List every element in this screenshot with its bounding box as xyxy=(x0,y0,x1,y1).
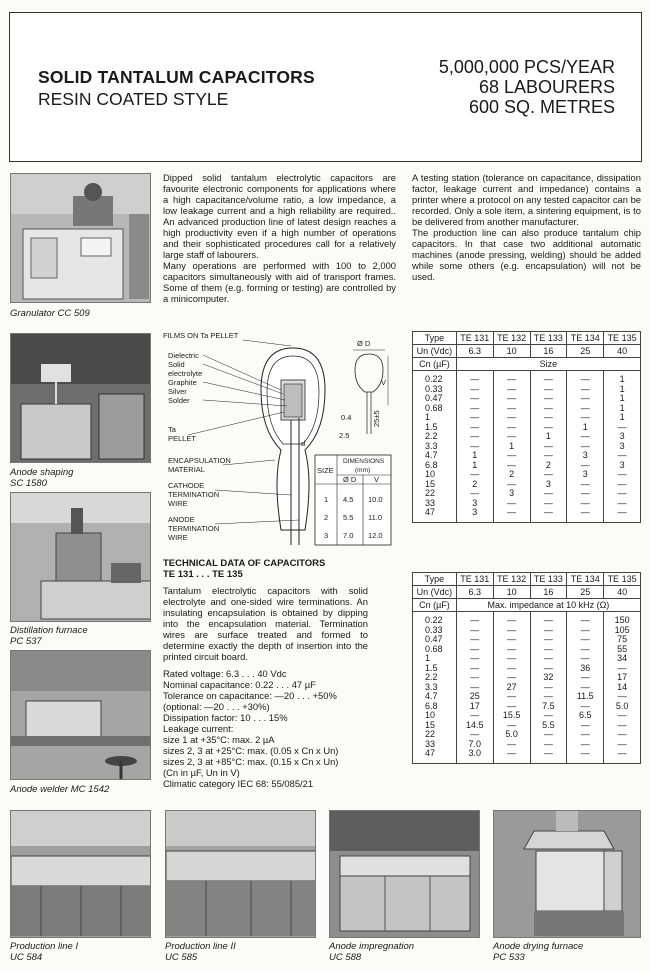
photo-distillation-furnace xyxy=(10,492,151,622)
svg-text:V: V xyxy=(374,475,380,484)
table-cell: 1 xyxy=(619,374,625,384)
table-cell: — xyxy=(617,719,627,730)
table-row xyxy=(413,371,641,523)
value-column xyxy=(456,371,493,523)
table-cell: — xyxy=(580,402,590,413)
size-table xyxy=(315,455,391,545)
svg-text:WIRE: WIRE xyxy=(168,533,188,542)
table-cell: — xyxy=(507,643,517,654)
table-cell: — xyxy=(507,459,517,470)
svg-text:12.0: 12.0 xyxy=(368,531,383,540)
table-cell: 1 xyxy=(425,653,431,663)
table-cell: 1 xyxy=(619,393,625,403)
table-cell: 0.68 xyxy=(425,643,443,654)
table-cell: 22 xyxy=(425,488,436,498)
header-box xyxy=(9,12,642,162)
table-cell: — xyxy=(543,691,553,701)
table-cell: 0.22 xyxy=(425,615,443,625)
table-cell: — xyxy=(543,374,553,384)
svg-text:1: 1 xyxy=(324,495,329,504)
svg-text:MATERIAL: MATERIAL xyxy=(168,465,205,474)
table-cell: — xyxy=(543,710,553,720)
t1-head-un: Un (Vdc) xyxy=(413,345,457,358)
technical-paragraph: Tantalum electrolytic capacitors with solid electrolyte and one-sided wire terminations. An insulating encapsulation is obtained by dipping into the encapsulation material. Termination wires are surface treated and formed to determine exactly the depth of insertion into the printed circuit board. xyxy=(163,585,368,662)
table-cell: 34 xyxy=(617,653,628,663)
svg-text:electrolyte: electrolyte xyxy=(168,369,203,378)
table-cell: — xyxy=(507,653,517,663)
table-cell: 15 xyxy=(425,719,436,730)
table-cell: — xyxy=(507,412,517,422)
table-cell: 4.7 xyxy=(425,691,438,701)
svg-text:11.0: 11.0 xyxy=(368,513,383,522)
table-cell: — xyxy=(470,431,480,441)
svg-text:(mm): (mm) xyxy=(355,467,371,474)
table-cell: — xyxy=(470,402,480,413)
table-cell: — xyxy=(580,653,590,663)
table-cell: — xyxy=(507,507,517,517)
table-cell: — xyxy=(580,700,590,711)
t1-head-type: Type xyxy=(413,332,457,345)
table-cell: — xyxy=(617,691,627,701)
technical-specs: Rated voltage: 6.3 . . . 40 Vdc Nominal capacitance: 0.22 . . . 47 µF Tolerance on capacitance: —20 . . . +50% (optional: —20 . . . +30%) Dissipation factor: 10 . . . 15% Leakage current: size 1 at +35°C: max. 2 µA sizes 2, 3 at +25°C: max. (0.05 x Cn x Un) sizes 2, 3 at +85°C: max. (0.15 x Cn x Un) (Cn in µF, Un in V) Climatic category IEC 68: 55/085/21 xyxy=(163,668,339,789)
value-column xyxy=(604,371,641,523)
table-cell: — xyxy=(580,431,590,441)
svg-text:CATHODE: CATHODE xyxy=(168,481,205,490)
production-line-2-illustration xyxy=(166,811,316,938)
table-cell: — xyxy=(470,681,480,692)
table-cell: — xyxy=(580,488,590,498)
table-cell: 3 xyxy=(619,459,625,470)
table-cell: — xyxy=(543,681,553,692)
caption-anode-shaping: Anode shaping SC 1580 xyxy=(10,467,74,489)
distillation-furnace-illustration xyxy=(11,493,151,622)
table-cell: 1 xyxy=(472,450,478,460)
table-cell: — xyxy=(543,643,553,654)
t2-head-impedance: Max. impedance at 10 kHz (Ω) xyxy=(456,599,640,612)
svg-text:4.5: 4.5 xyxy=(343,495,354,504)
table-cell: — xyxy=(580,412,590,422)
table-cell: — xyxy=(580,615,590,625)
table-cell: — xyxy=(470,469,480,479)
t1-head-cn: Cn (µF) xyxy=(413,358,457,371)
table-cell: 11.5 xyxy=(576,691,594,701)
svg-text:5.5: 5.5 xyxy=(343,513,354,522)
dim-04-label: 0.4 xyxy=(341,413,352,422)
table-cell: — xyxy=(617,738,627,749)
svg-text:10.0: 10.0 xyxy=(368,495,383,504)
table-cell: — xyxy=(543,402,553,413)
table-cell: 3 xyxy=(582,469,588,479)
table-cell: — xyxy=(580,681,590,692)
table-cell: — xyxy=(470,374,480,384)
table-cell: — xyxy=(507,662,517,673)
table-cell: — xyxy=(580,478,590,489)
svg-text:2: 2 xyxy=(324,513,329,522)
table-cell: 27 xyxy=(506,681,517,692)
table-cell: 1 xyxy=(582,421,588,432)
table-cell: — xyxy=(617,497,627,508)
dim-d-label: Ø D xyxy=(357,339,371,348)
svg-text:ENCAPSULATION: ENCAPSULATION xyxy=(168,456,231,465)
table-cell: — xyxy=(543,497,553,508)
value-column xyxy=(567,371,604,523)
caption-production-line-2: Production line II UC 585 xyxy=(165,941,236,963)
cn-column xyxy=(413,612,457,764)
table-cell: — xyxy=(507,431,517,441)
table-cell: 2.2 xyxy=(425,672,438,682)
table-cell: 3 xyxy=(472,497,478,508)
table-cell: 15 xyxy=(425,478,436,489)
table-cell: — xyxy=(580,507,590,517)
table-cell: 0.47 xyxy=(425,393,443,403)
svg-text:d: d xyxy=(301,439,306,448)
table-cell: 1 xyxy=(545,431,551,441)
dim-lead-label: 25±5 xyxy=(372,410,381,427)
table-cell: — xyxy=(617,478,627,489)
table-cell: — xyxy=(470,440,480,451)
table-cell: — xyxy=(470,393,480,403)
table-cell: 7.5 xyxy=(542,700,555,711)
stat-labourers: 68 LABOURERS xyxy=(478,77,615,97)
table-cell: — xyxy=(470,624,480,635)
table-cell: 4.7 xyxy=(425,450,438,460)
table-cell: 10 xyxy=(425,469,436,479)
table-cell: — xyxy=(543,748,553,758)
svg-text:7.0: 7.0 xyxy=(343,531,354,540)
table-cell: 0.33 xyxy=(425,624,443,635)
value-column xyxy=(530,612,567,764)
svg-text:TERMINATION: TERMINATION xyxy=(168,490,220,499)
table-cell: — xyxy=(543,393,553,403)
stat-pcs: 5,000,000 PCS/YEAR xyxy=(438,57,615,77)
table-cell: — xyxy=(543,624,553,635)
table-cell: 32 xyxy=(543,672,554,682)
table-cell: 1 xyxy=(472,459,478,470)
table-cell: — xyxy=(580,393,590,403)
production-stats xyxy=(439,57,615,117)
table-cell: — xyxy=(507,691,517,701)
svg-text:Dielectric: Dielectric xyxy=(168,351,199,360)
svg-text:TERMINATION: TERMINATION xyxy=(168,524,220,533)
table-cell: — xyxy=(470,729,480,739)
table-cell: — xyxy=(543,662,553,673)
table-cell: 2 xyxy=(472,478,478,489)
table-cell: 6.8 xyxy=(425,459,438,470)
caption-production-line-1: Production line I UC 584 xyxy=(10,941,79,963)
table-cell: 105 xyxy=(614,624,630,635)
table-cell: 3 xyxy=(582,450,588,460)
table-cell: 3.0 xyxy=(468,748,482,758)
photo-production-line-2 xyxy=(165,810,316,938)
table-cell: 3 xyxy=(545,478,551,489)
table-cell: 6.8 xyxy=(425,700,438,711)
table-cell: — xyxy=(507,450,517,460)
table-cell: 1 xyxy=(425,412,431,422)
table-cell: — xyxy=(543,440,553,451)
table-cell: — xyxy=(543,383,553,394)
table-cell: — xyxy=(507,634,517,644)
table-cell: — xyxy=(470,383,480,394)
svg-text:Solid: Solid xyxy=(168,360,185,369)
table-cell: 25 xyxy=(469,691,480,701)
dim-25-label: 2.5 xyxy=(339,431,350,440)
table-cell: 15.5 xyxy=(502,710,521,720)
anode-impregnation-illustration xyxy=(330,811,480,938)
impedance-table: Type TE 131 TE 132 TE 133 TE 134 TE 135 Un (Vdc) 6.3 10 16 25 40 Cn (µF) Max. impedance at 10 kHz (Ω) 0.22 0.33 0.47 0.68 1 1.5 2.2 3.3 4.7 6.8 10 15 22 33 47 — — — — — — — — 25 17 — 14.5 — 7.0 3.0 — — — — — — — 27 — — 15.5 — 5.0 — — — — — — — — 32 — — 7.5 — 5.5 — — — — — — — — 36 — — 11.5 — 6.5 — — — — 150 105 75 55 34 — 17 14 — 5.0 — — — — — xyxy=(412,572,641,764)
table-cell: 2 xyxy=(545,459,551,470)
anode-shaping-illustration xyxy=(11,334,151,463)
table-cell: — xyxy=(470,643,480,654)
table-cell: — xyxy=(543,653,553,663)
svg-text:PELLET: PELLET xyxy=(168,434,196,443)
table-cell: 5.0 xyxy=(505,729,518,739)
table-cell: — xyxy=(580,748,590,758)
svg-text:Ø D: Ø D xyxy=(343,475,357,484)
value-column xyxy=(530,371,567,523)
table-cell: — xyxy=(507,402,517,413)
table-cell: — xyxy=(507,383,517,394)
table-cell: 10 xyxy=(425,710,436,720)
table-cell: — xyxy=(543,507,553,517)
photo-anode-shaping xyxy=(10,333,151,463)
table-cell: — xyxy=(543,412,553,422)
t2-head-cn: Cn (µF) xyxy=(413,599,457,612)
table-cell: — xyxy=(470,672,480,682)
table-cell: — xyxy=(507,624,517,635)
table-cell: — xyxy=(580,497,590,508)
svg-text:Ta: Ta xyxy=(168,425,176,434)
table-cell: — xyxy=(580,719,590,730)
cn-column xyxy=(413,371,457,523)
table-cell: 3.3 xyxy=(425,681,438,692)
svg-text:3: 3 xyxy=(324,531,329,540)
table-cell: 0.47 xyxy=(425,634,443,644)
table-cell: 3.3 xyxy=(425,440,438,451)
photo-anode-welder xyxy=(10,650,151,780)
table-cell: — xyxy=(507,700,517,711)
t1-head-size: Size xyxy=(456,358,640,371)
svg-text:Silver: Silver xyxy=(168,387,187,396)
intro-right-text: A testing station (tolerance on capacitance, dissipation factor, leakage current and impedance) contains a printer where a protocol on any tested capacitor can be recorded. Only a sole item, a sintering equipment, is to be delivered from another manufacturer. The production line can also produce tantalum chip capacitors. In that case two additional automatic machines (anode pressing, welding) should be added while some others (e.g. encapsulation) will not be used. xyxy=(412,172,641,282)
table-cell: 3 xyxy=(472,507,478,517)
table-cell: 17 xyxy=(617,672,628,682)
table-cell: 0.33 xyxy=(425,383,443,394)
table-cell: 5.0 xyxy=(615,700,629,711)
table-cell: 3 xyxy=(619,431,625,441)
production-line-1-illustration xyxy=(11,811,151,938)
table-cell: 2.2 xyxy=(425,431,438,441)
table-cell: 7.0 xyxy=(468,738,482,749)
table-cell: — xyxy=(507,748,517,758)
table-cell: — xyxy=(543,488,553,498)
size-table-by-capacitance: Type TE 131 TE 132 TE 133 TE 134 TE 135 Un (Vdc) 6.3 10 16 25 40 Cn (µF) Size 0.22 0.33 0.47 0.68 1 1.5 2.2 3.3 4.7 6.8 10 15 22 33 47 — — — — — — — — 1 1 — 2 — 3 3 — — — — — — — 1 — — 2 — 3 — — — — — — — — 1 — — 2 — 3 — — — — — — — — 1 — — 3 — 3 — — — — 1 1 1 1 1 — 3 3 — 3 — — — — — xyxy=(412,331,641,523)
table-cell: 17 xyxy=(469,700,480,711)
svg-text:DIMENSIONS: DIMENSIONS xyxy=(343,458,385,465)
caption-distillation-furnace: Distillation furnace PC 537 xyxy=(10,625,88,647)
table-row xyxy=(413,612,641,764)
table-cell: — xyxy=(470,421,480,432)
table-cell: — xyxy=(617,710,627,720)
anode-welder-illustration xyxy=(11,651,151,780)
films-label: FILMS ON Ta PELLET xyxy=(163,331,239,340)
table-cell: — xyxy=(507,393,517,403)
granulator-illustration xyxy=(11,174,151,303)
table-cell: — xyxy=(507,615,517,625)
caption-anode-drying-furnace: Anode drying furnace PC 533 xyxy=(493,941,584,963)
t2-head-un: Un (Vdc) xyxy=(413,586,457,599)
table-cell: — xyxy=(470,710,480,720)
table-cell: 150 xyxy=(614,615,630,625)
svg-text:Graphite: Graphite xyxy=(168,378,197,387)
table-cell: 1 xyxy=(619,383,625,394)
table-cell: 75 xyxy=(617,634,628,644)
table-cell: — xyxy=(543,634,553,644)
table-cell: — xyxy=(617,507,627,517)
table-cell: 14 xyxy=(617,681,628,692)
table-cell: 36 xyxy=(580,662,591,673)
table-cell: 1 xyxy=(509,440,515,451)
table-cell: — xyxy=(543,729,553,739)
table-cell: — xyxy=(580,738,590,749)
table-cell: — xyxy=(543,469,553,479)
photo-production-line-1 xyxy=(10,810,151,938)
table-cell: — xyxy=(580,624,590,635)
table-cell: 1 xyxy=(619,402,625,413)
table-cell: 33 xyxy=(425,497,436,508)
table-cell: — xyxy=(543,450,553,460)
table-cell: — xyxy=(543,738,553,749)
table-cell: 3 xyxy=(509,488,515,498)
table-cell: — xyxy=(470,634,480,644)
caption-anode-impregnation: Anode impregnation UC 588 xyxy=(329,941,415,963)
table-cell: 2 xyxy=(509,469,515,479)
table-cell: — xyxy=(543,421,553,432)
table-cell: 14.5 xyxy=(465,719,484,730)
svg-text:Solder: Solder xyxy=(168,396,190,405)
svg-text:ANODE: ANODE xyxy=(168,515,195,524)
table-cell: — xyxy=(507,478,517,489)
table-cell: 3 xyxy=(619,440,625,451)
page-subtitle: RESIN COATED STYLE xyxy=(38,89,229,109)
table-cell: — xyxy=(507,374,517,384)
table-cell: — xyxy=(507,497,517,508)
table-cell: — xyxy=(470,653,480,663)
table-cell: — xyxy=(470,662,480,673)
page-title: SOLID TANTALUM CAPACITORS xyxy=(38,67,315,87)
table-cell: — xyxy=(617,488,627,498)
table-cell: — xyxy=(617,421,627,432)
photo-granulator xyxy=(10,173,151,303)
technical-title: TECHNICAL DATA OF CAPACITORS TE 131 . . . TE 135 xyxy=(163,558,326,580)
table-cell: — xyxy=(580,459,590,470)
stat-area: 600 SQ. METRES xyxy=(468,97,615,117)
capacitor-diagram xyxy=(163,330,393,550)
table-cell: — xyxy=(507,421,517,432)
anode-drying-furnace-illustration xyxy=(494,811,641,938)
dim-v-label: V xyxy=(381,378,387,387)
table-cell: — xyxy=(507,738,517,749)
table-cell: — xyxy=(617,748,627,758)
table-cell: — xyxy=(580,634,590,644)
table-cell: 47 xyxy=(425,507,436,517)
table-cell: — xyxy=(617,469,627,479)
table-cell: — xyxy=(580,374,590,384)
table-cell: — xyxy=(507,719,517,730)
table-cell: — xyxy=(580,729,590,739)
table-cell: 1.5 xyxy=(425,421,438,432)
table-cell: — xyxy=(580,440,590,451)
table-cell: 0.22 xyxy=(425,374,443,384)
table-cell: — xyxy=(470,412,480,422)
table-cell: 55 xyxy=(617,643,628,654)
value-column xyxy=(493,612,530,764)
table-cell: — xyxy=(580,643,590,654)
svg-text:WIRE: WIRE xyxy=(168,499,188,508)
value-column xyxy=(456,612,493,764)
table-cell: 1.5 xyxy=(425,662,438,673)
t2-head-type: Type xyxy=(413,573,457,586)
svg-text:SIZE: SIZE xyxy=(317,466,334,475)
value-column xyxy=(493,371,530,523)
table-cell: — xyxy=(470,615,480,625)
table-cell: 6.5 xyxy=(578,710,592,720)
table-cell: 22 xyxy=(425,729,436,739)
photo-anode-drying-furnace xyxy=(493,810,641,938)
table-cell: — xyxy=(617,450,627,460)
table-cell: — xyxy=(617,729,627,739)
value-column xyxy=(604,612,641,764)
table-cell: 0.68 xyxy=(425,402,443,413)
table-cell: 47 xyxy=(425,748,436,758)
caption-granulator: Granulator CC 509 xyxy=(10,308,90,319)
table-cell: — xyxy=(470,488,480,498)
table-cell: — xyxy=(543,615,553,625)
photo-anode-impregnation xyxy=(329,810,480,938)
caption-anode-welder: Anode welder MC 1542 xyxy=(10,784,110,795)
table-cell: — xyxy=(580,383,590,394)
table-cell: 33 xyxy=(425,738,436,749)
intro-left-text: Dipped solid tantalum electrolytic capacitors are favourite electronic components for applications where a high capacitance/volume ratio, a low impedance, a low leakage current and a high reliability are required.. An advanced production line of latest design reaches a high productivity even if a high number of operations and their sophisticated procedures call for a relatively large staff of labourers. Many operations are performed with 100 to 2,000 capacitors simultaneously with aid of transport frames. Some of them (e.g. forming or testing) are controlled by a minicomputer. xyxy=(163,172,396,304)
table-cell: 1 xyxy=(619,412,625,422)
table-cell: — xyxy=(507,672,517,682)
table-cell: — xyxy=(580,672,590,682)
table-cell: 5.5 xyxy=(542,719,555,730)
value-column xyxy=(567,612,604,764)
table-cell: — xyxy=(617,662,627,673)
